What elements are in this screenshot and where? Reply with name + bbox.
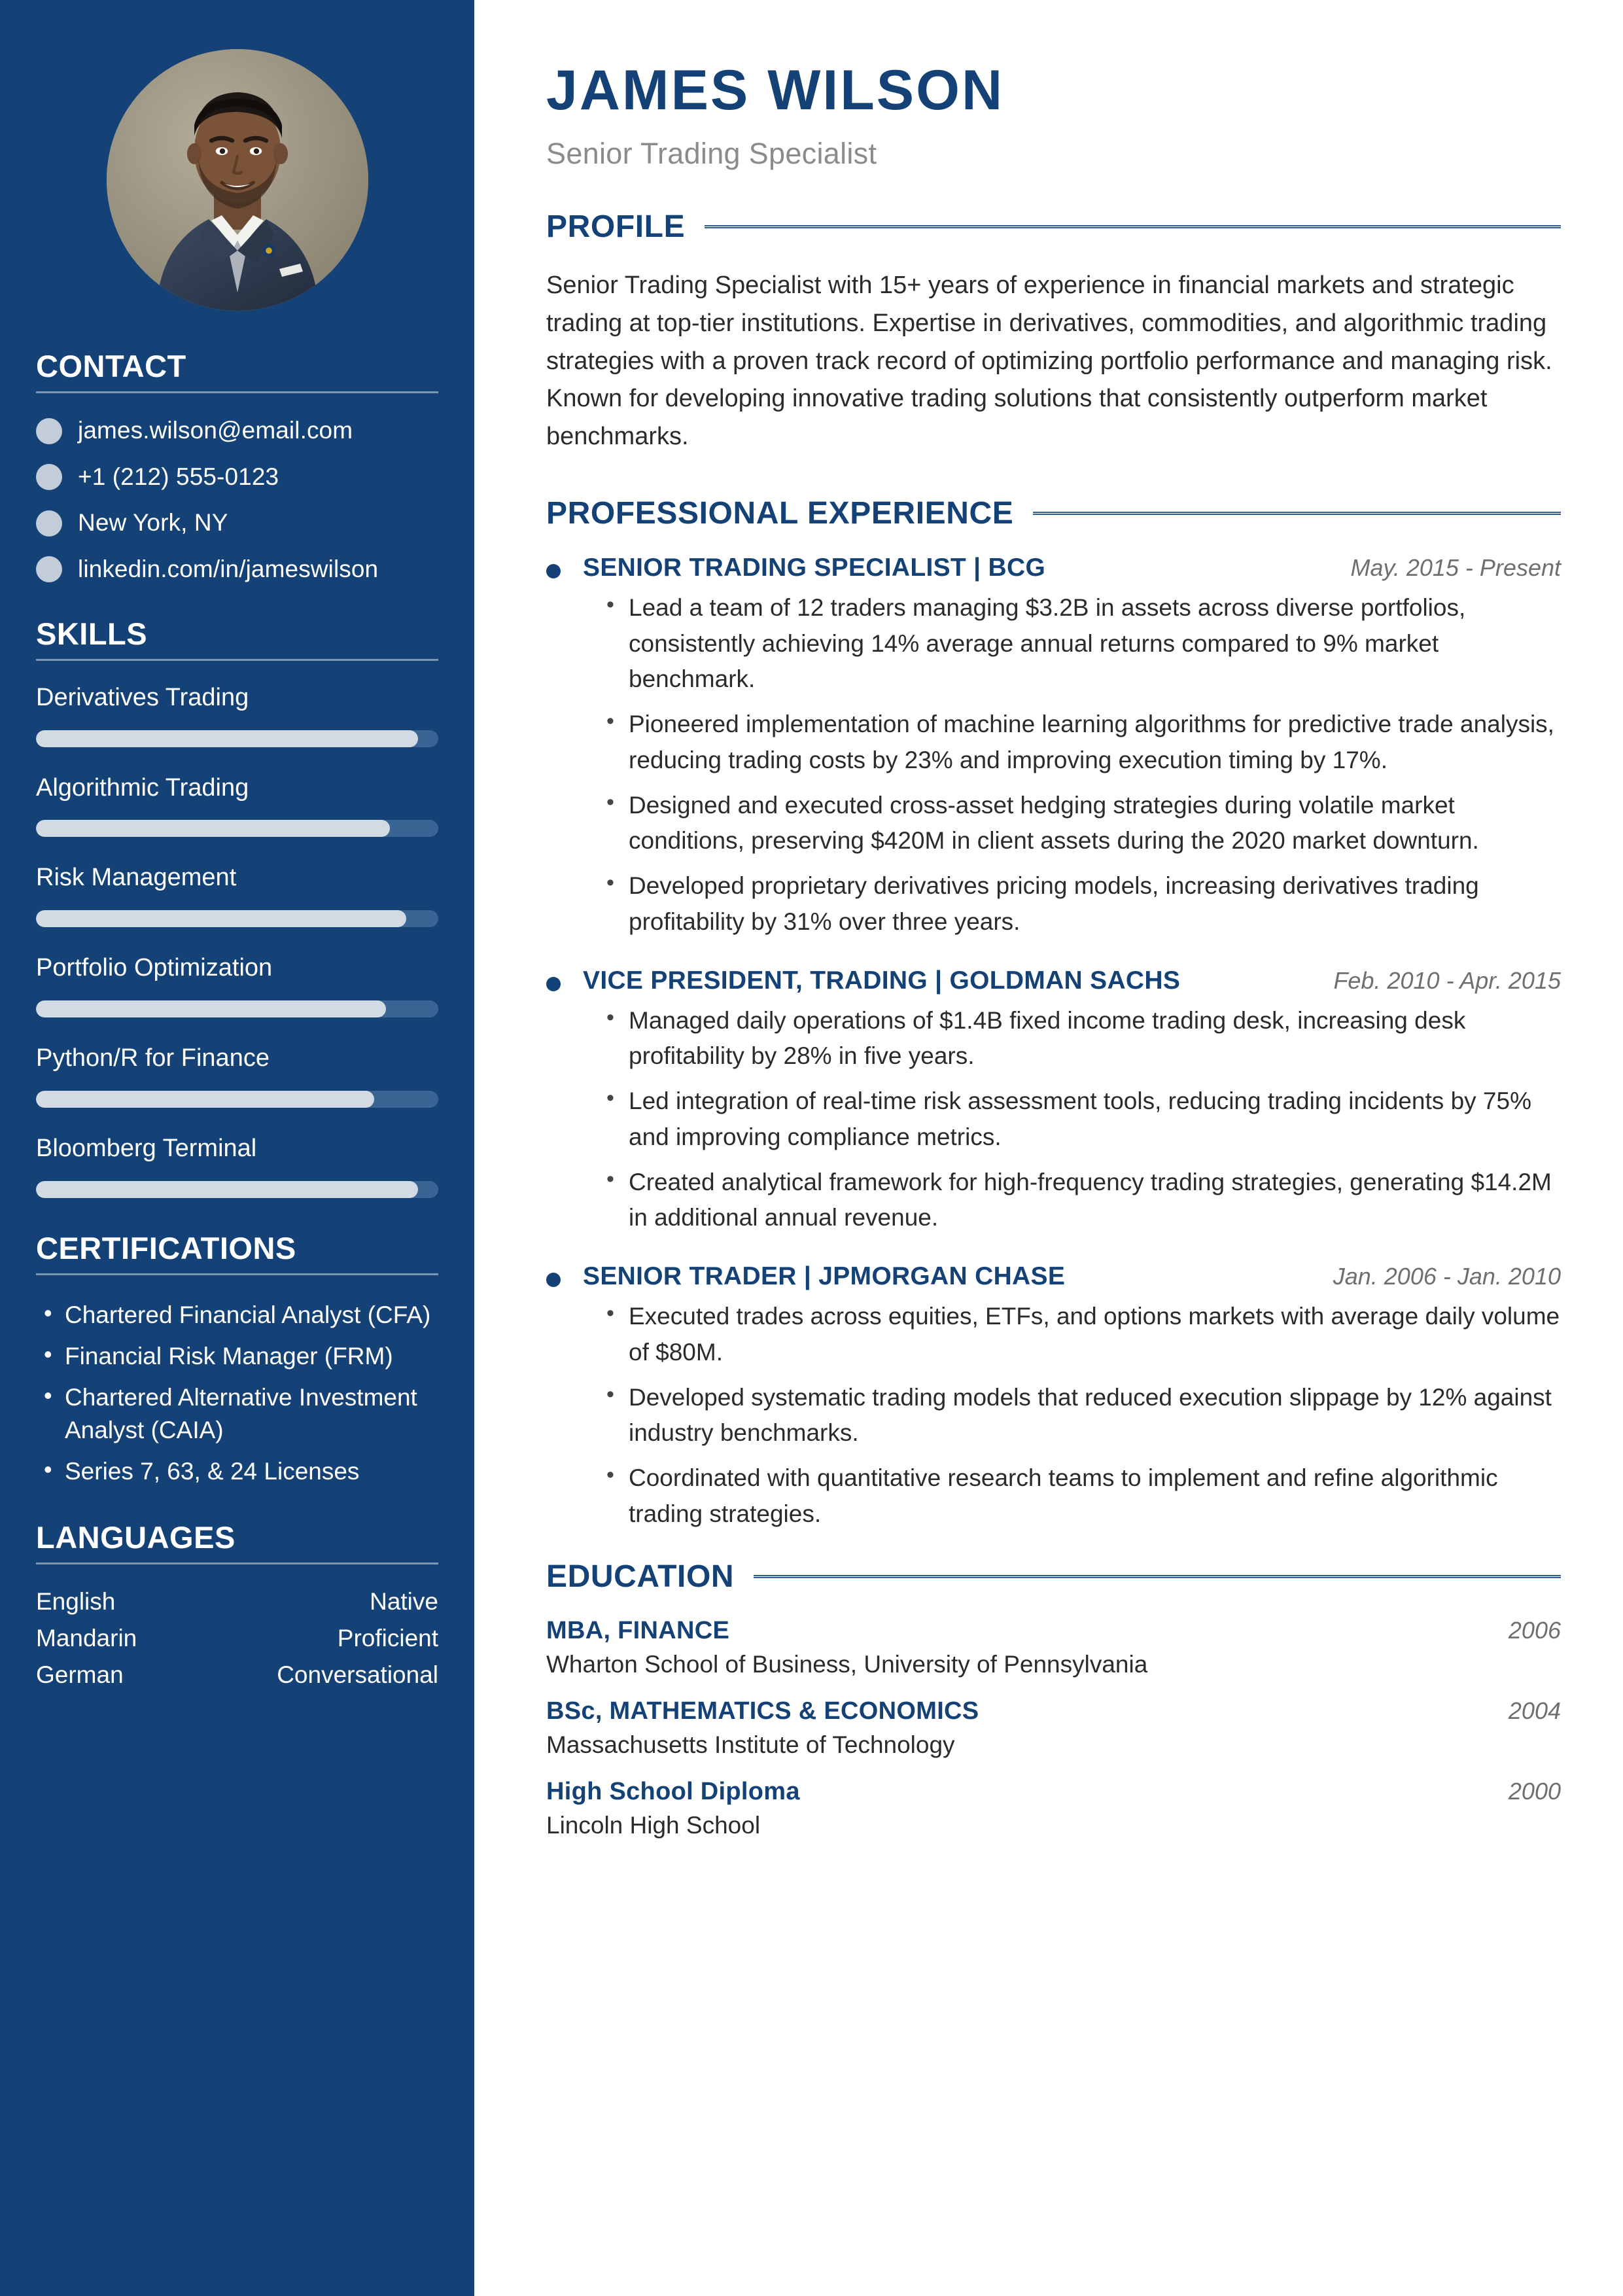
skill-progress-fill xyxy=(36,730,418,747)
experience-role: VICE PRESIDENT, TRADING | GOLDMAN SACHS xyxy=(583,966,1181,995)
skill-row xyxy=(36,955,438,1017)
contact-item-phone[interactable] xyxy=(36,463,438,491)
language-name: Mandarin xyxy=(36,1625,137,1652)
education-section-header xyxy=(546,1559,1561,1595)
education-year: 2000 xyxy=(1508,1777,1561,1805)
contact-phone-text: +1 (212) 555-0123 xyxy=(78,463,279,490)
entry-bullet-icon xyxy=(546,1273,561,1287)
profile-paragraph: Senior Trading Specialist with 15+ years of experience in financial markets and strategic trading at top-tier institutions. Expertise in derivatives, commodities, and algorithmic trading strategies with a proven track record of optimizing portfolio performance and managing risk. Known for developing innovative trading solutions that consistently outperform market benchmarks. xyxy=(546,272,1552,450)
experience-entry xyxy=(546,1262,1561,1532)
skill-progress-fill xyxy=(36,1181,418,1198)
experience-dates: May. 2015 - Present xyxy=(1350,554,1561,581)
portrait-photo-icon xyxy=(107,49,368,311)
page-title: JAMES WILSON xyxy=(546,59,1005,122)
certifications-heading: CERTIFICATIONS xyxy=(36,1230,296,1265)
main-content xyxy=(474,0,1623,2296)
language-level: Conversational xyxy=(277,1661,438,1689)
skill-progress-track xyxy=(36,1091,438,1108)
profile-heading: PROFILE xyxy=(546,209,686,244)
list-item: • Lead a team of 12 traders managing $3.2B in assets across diverse portfolios, consistently achieving 14% average annual returns compared to 9% market benchmark. xyxy=(605,590,1561,698)
language-name: English xyxy=(36,1588,116,1616)
skill-row xyxy=(36,1045,438,1108)
list-item: • Managed daily operations of $1.4B fixed income trading desk, increasing desk profitability by 28% in five years. xyxy=(605,1003,1561,1075)
education-entry-header xyxy=(546,1778,1561,1806)
skills-heading: SKILLS xyxy=(36,616,148,651)
education-heading: EDUCATION xyxy=(546,1559,735,1594)
experience-entry xyxy=(546,966,1561,1237)
contact-list xyxy=(36,417,438,583)
phone-icon xyxy=(36,464,62,490)
education-year: 2004 xyxy=(1508,1697,1561,1724)
skill-label: Portfolio Optimization xyxy=(36,954,273,982)
certifications-list xyxy=(36,1299,438,1487)
education-entry xyxy=(546,1778,1561,1841)
contact-divider xyxy=(36,391,438,393)
skill-progress-fill xyxy=(36,910,406,927)
experience-section-header xyxy=(546,495,1561,531)
experience-section xyxy=(546,495,1561,1532)
skill-progress-fill xyxy=(36,820,390,837)
skill-row xyxy=(36,864,438,927)
skill-row xyxy=(36,1135,438,1198)
languages-heading: LANGUAGES xyxy=(36,1520,236,1555)
skills-divider xyxy=(36,659,438,661)
sidebar xyxy=(0,0,474,2296)
linkedin-icon xyxy=(36,556,62,582)
section-rule xyxy=(754,1575,1561,1578)
skill-label: Bloomberg Terminal xyxy=(36,1134,257,1162)
skills-section xyxy=(36,618,438,1198)
experience-heading: PROFESSIONAL EXPERIENCE xyxy=(546,495,1014,531)
avatar xyxy=(107,49,368,311)
skill-label: Risk Management xyxy=(36,864,237,892)
experience-bullet-list xyxy=(546,1003,1561,1237)
email-icon xyxy=(36,418,62,444)
contact-heading: CONTACT xyxy=(36,349,186,383)
skill-progress-track xyxy=(36,1000,438,1017)
experience-role: SENIOR TRADER | JPMORGAN CHASE xyxy=(583,1262,1066,1290)
experience-dates: Jan. 2006 - Jan. 2010 xyxy=(1333,1263,1561,1290)
experience-dates: Feb. 2010 - Apr. 2015 xyxy=(1333,966,1561,994)
education-year: 2006 xyxy=(1508,1616,1561,1644)
education-section xyxy=(546,1559,1561,1841)
certifications-divider xyxy=(36,1273,438,1275)
skill-progress-track xyxy=(36,730,438,747)
education-school: Massachusetts Institute of Technology xyxy=(546,1731,955,1758)
list-item: • Series 7, 63, & 24 Licenses xyxy=(36,1455,438,1487)
skill-progress-fill xyxy=(36,1000,386,1017)
education-school: Lincoln High School xyxy=(546,1811,761,1839)
skill-label: Derivatives Trading xyxy=(36,683,249,711)
education-entry-header xyxy=(546,1697,1561,1725)
list-item: • Pioneered implementation of machine learning algorithms for predictive trade analysis, reducing trading costs by 23% and improving execution timing by 17%. xyxy=(605,707,1561,779)
skill-progress-fill xyxy=(36,1091,374,1108)
list-item: • Coordinated with quantitative research teams to implement and refine algorithmic trading strategies. xyxy=(605,1460,1561,1532)
languages-divider xyxy=(36,1563,438,1564)
list-item: • Designed and executed cross-asset hedging strategies during volatile market conditions, preserving $420M in client assets during the 2020 market downturn. xyxy=(605,788,1561,860)
profile-section xyxy=(546,209,1561,456)
contact-item-location[interactable] xyxy=(36,509,438,537)
contact-location-text: New York, NY xyxy=(78,509,228,537)
section-rule xyxy=(1033,512,1561,515)
experience-bullet-list xyxy=(546,1299,1561,1532)
job-title-subtitle: Senior Trading Specialist xyxy=(546,137,877,170)
contact-item-email[interactable] xyxy=(36,417,438,445)
skill-label: Algorithmic Trading xyxy=(36,773,249,802)
profile-section-header xyxy=(546,209,1561,245)
skill-row xyxy=(36,684,438,747)
experience-bullet-list xyxy=(546,590,1561,940)
language-name: German xyxy=(36,1661,124,1689)
contact-email-text: james.wilson@email.com xyxy=(78,417,353,444)
skill-row xyxy=(36,775,438,838)
location-icon xyxy=(36,510,62,537)
list-item: • Created analytical framework for high-frequency trading strategies, generating $14.2M in additional annual revenue. xyxy=(605,1165,1561,1237)
experience-role: SENIOR TRADING SPECIALIST | BCG xyxy=(583,553,1046,582)
avatar-container xyxy=(36,0,438,350)
list-item: • Led integration of real-time risk assessment tools, reducing trading incidents by 75% and improving compliance metrics. xyxy=(605,1084,1561,1156)
language-row xyxy=(36,1588,438,1616)
language-row xyxy=(36,1661,438,1689)
language-row xyxy=(36,1625,438,1652)
list-item: • Executed trades across equities, ETFs, and options markets with average daily volume of $80M. xyxy=(605,1299,1561,1371)
experience-entry-header xyxy=(546,1262,1561,1291)
skill-progress-track xyxy=(36,910,438,927)
entry-bullet-icon xyxy=(546,977,561,991)
education-degree: MBA, FINANCE xyxy=(546,1616,730,1644)
contact-item-linkedin[interactable] xyxy=(36,556,438,584)
language-level: Native xyxy=(370,1588,438,1616)
section-rule xyxy=(705,225,1561,228)
list-item: • Financial Risk Manager (FRM) xyxy=(36,1340,438,1372)
list-item: • Chartered Financial Analyst (CFA) xyxy=(36,1299,438,1331)
list-item: • Chartered Alternative Investment Analyst (CAIA) xyxy=(36,1381,438,1445)
education-entry xyxy=(546,1697,1561,1761)
experience-entry-header xyxy=(546,554,1561,582)
contact-section xyxy=(36,350,438,584)
education-degree: BSc, MATHEMATICS & ECONOMICS xyxy=(546,1697,979,1725)
education-degree: High School Diploma xyxy=(546,1777,800,1805)
skill-label: Python/R for Finance xyxy=(36,1044,270,1072)
skill-progress-track xyxy=(36,820,438,837)
contact-linkedin-text: linkedin.com/in/jameswilson xyxy=(78,555,379,582)
list-item: • Developed proprietary derivatives pricing models, increasing derivatives trading profitability by 31% over three years. xyxy=(605,868,1561,940)
skill-progress-track xyxy=(36,1181,438,1198)
education-school: Wharton School of Business, University of Pennsylvania xyxy=(546,1650,1148,1678)
languages-section xyxy=(36,1521,438,1689)
experience-entry xyxy=(546,554,1561,940)
list-item: • Developed systematic trading models that reduced execution slippage by 12% against industry benchmarks. xyxy=(605,1380,1561,1452)
certifications-section xyxy=(36,1232,438,1487)
language-level: Proficient xyxy=(337,1625,438,1652)
education-entry xyxy=(546,1617,1561,1680)
education-entry-header xyxy=(546,1617,1561,1645)
experience-entry-header xyxy=(546,966,1561,995)
entry-bullet-icon xyxy=(546,564,561,578)
